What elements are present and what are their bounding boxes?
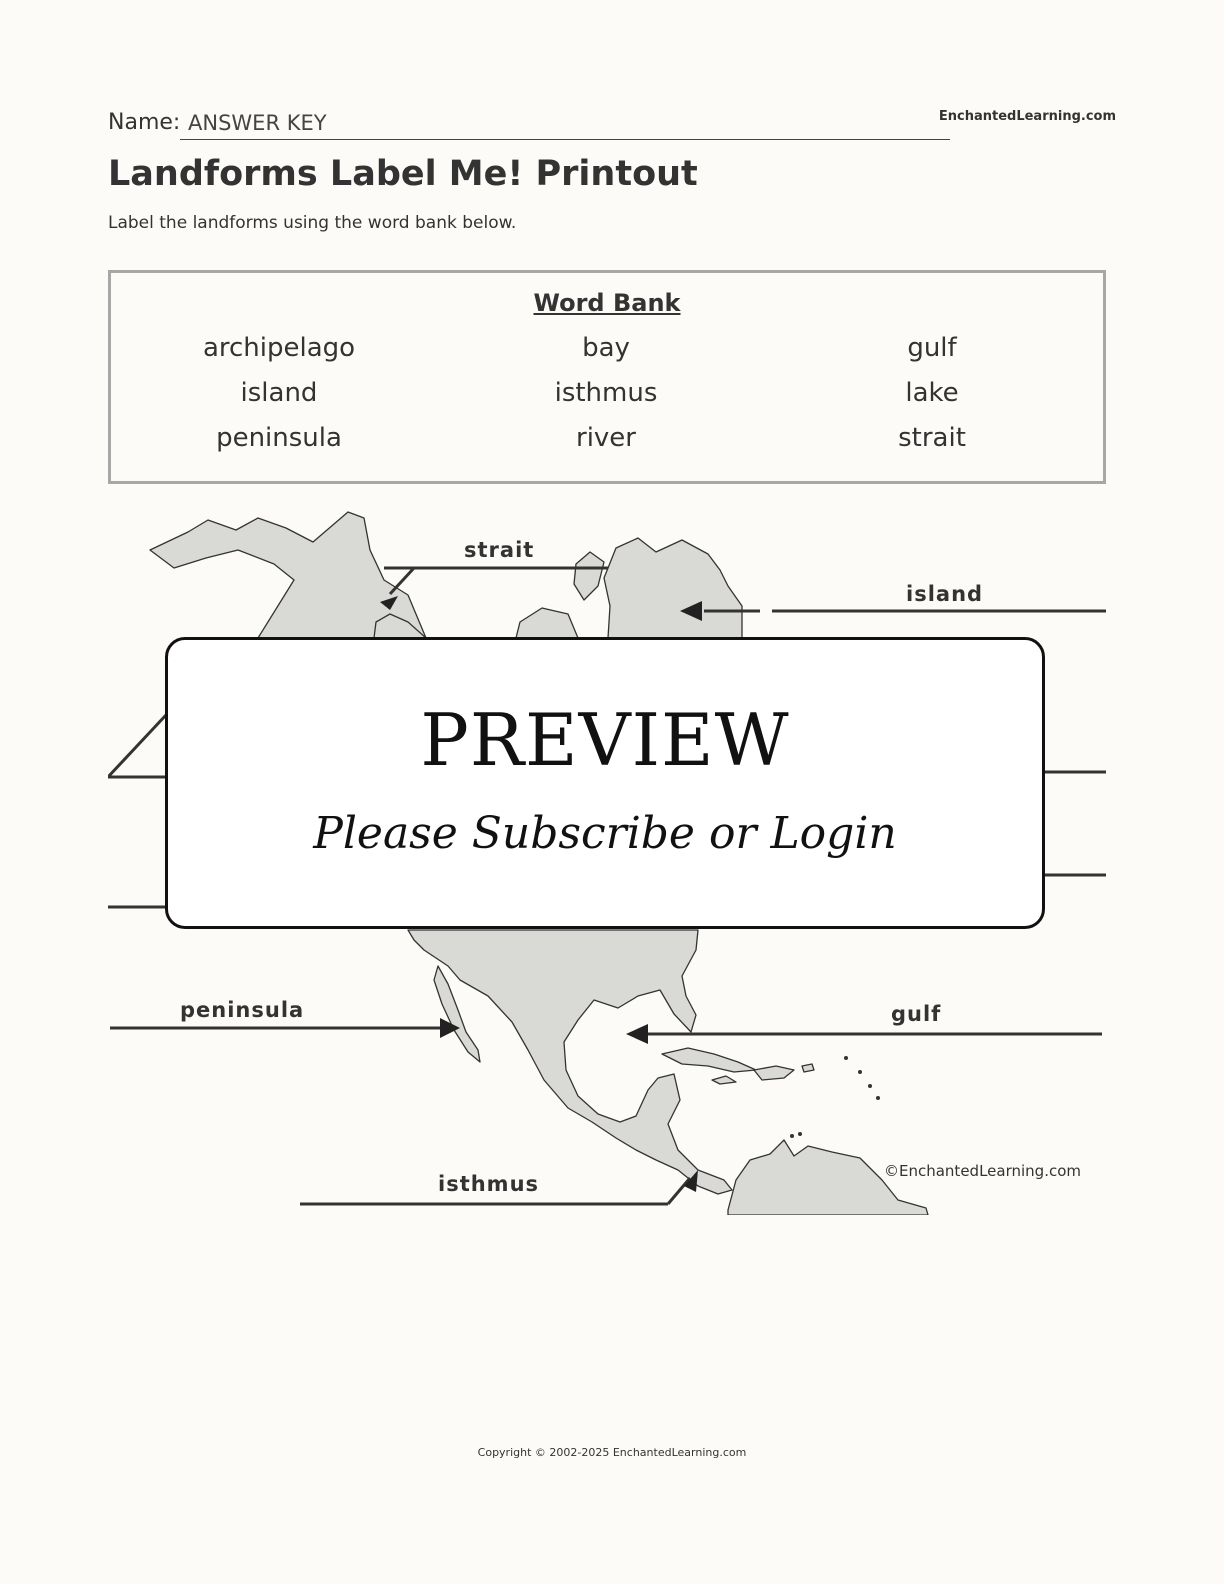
strait-leader-line: [390, 568, 414, 594]
name-field[interactable]: [180, 109, 950, 140]
word-bank-word: gulf: [907, 333, 957, 363]
word-bank-word: peninsula: [216, 423, 342, 453]
word-bank-word: island: [240, 378, 318, 408]
word-bank-word: lake: [905, 378, 959, 408]
gulf-arrow-head: [626, 1024, 648, 1044]
map-copyright: ©EnchantedLearning.com: [884, 1162, 1081, 1180]
gulf-label: gulf: [891, 1002, 942, 1026]
left-leader-line: [108, 715, 166, 777]
caribbean-island: [712, 1076, 736, 1084]
greenland-landmass: [604, 538, 742, 638]
island-label: island: [906, 582, 984, 606]
site-name: EnchantedLearning.com: [938, 109, 1116, 124]
word-bank-word: bay: [582, 333, 630, 363]
small-island: [876, 1096, 880, 1100]
isthmus-leader-line: [668, 1178, 690, 1204]
small-island: [868, 1084, 872, 1088]
subscribe-login-link[interactable]: Please Subscribe or Login: [313, 808, 897, 859]
name-value: ANSWER KEY: [188, 111, 327, 135]
word-bank-word: river: [576, 423, 636, 453]
arctic-island: [516, 608, 578, 638]
word-bank-word: isthmus: [554, 378, 658, 408]
word-bank: [108, 270, 1106, 484]
peninsula-label: peninsula: [180, 998, 305, 1022]
strait-label: strait: [464, 538, 535, 562]
footer-copyright: Copyright © 2002-2025 EnchantedLearning.com: [477, 1446, 747, 1459]
cuba-island: [662, 1048, 756, 1072]
isthmus-label: isthmus: [438, 1172, 540, 1196]
instructions: Label the landforms using the word bank below.: [108, 213, 517, 233]
word-bank-title: Word Bank: [533, 289, 681, 317]
small-island: [858, 1070, 862, 1074]
word-bank-word: archipelago: [202, 333, 356, 363]
name-label: Name:: [108, 110, 181, 135]
arctic-island: [574, 552, 604, 600]
preview-title: PREVIEW: [420, 698, 790, 782]
name-row: [108, 108, 950, 140]
caribbean-island: [802, 1064, 814, 1072]
preview-overlay[interactable]: [165, 637, 1045, 929]
small-island: [844, 1056, 848, 1060]
page-title: Landforms Label Me! Printout: [108, 154, 698, 194]
small-island: [798, 1132, 802, 1136]
hispaniola-island: [754, 1066, 794, 1080]
small-island: [790, 1134, 794, 1138]
word-bank-word: strait: [898, 423, 966, 453]
